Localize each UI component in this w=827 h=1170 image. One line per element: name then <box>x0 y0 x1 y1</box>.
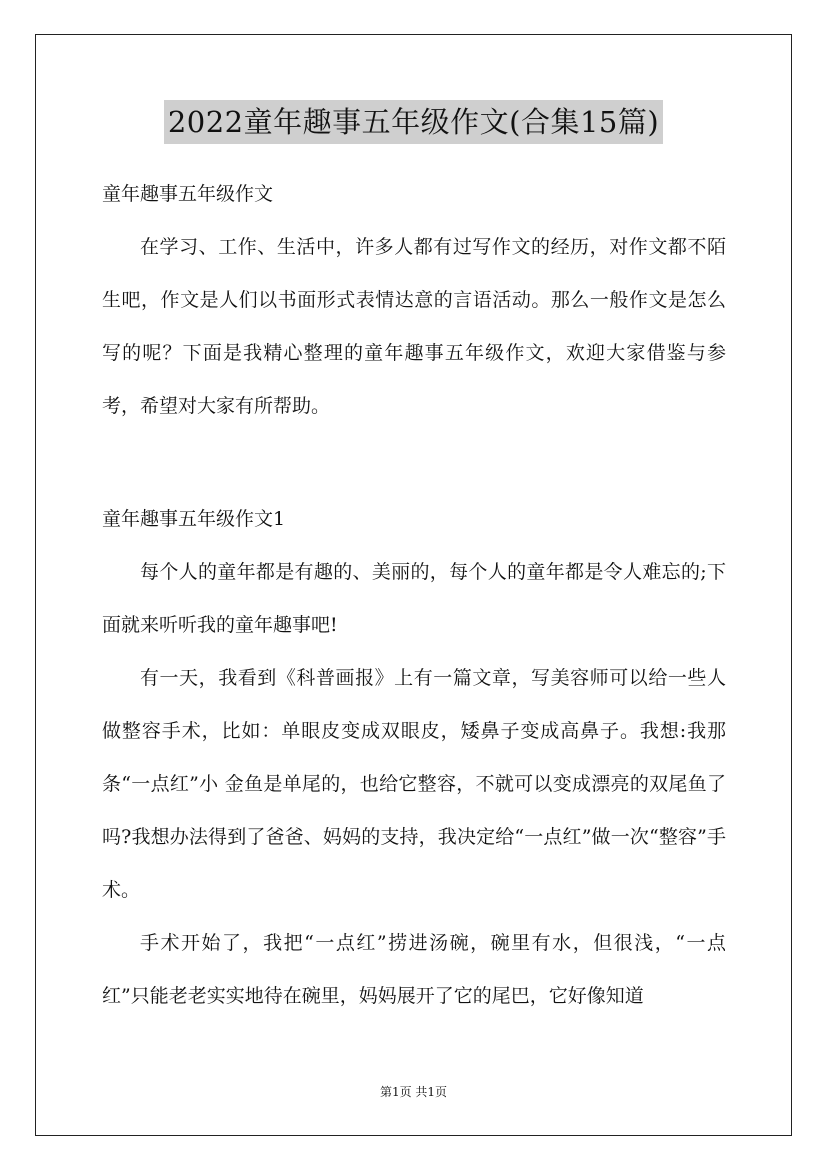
document-title: 2022童年趣事五年级作文(合集15篇) <box>164 100 663 144</box>
title-container <box>0 100 827 144</box>
essay1-heading: 童年趣事五年级作文1 <box>102 508 286 530</box>
intro-heading: 童年趣事五年级作文 <box>102 183 274 205</box>
intro-block <box>102 221 726 433</box>
essay1-paragraph-1: 每个人的童年都是有趣的、美丽的，每个人的童年都是令人难忘的;下面就来听听我的童年趣事吧! <box>102 561 726 636</box>
page-footer: 第1页 共1页 <box>379 1085 448 1099</box>
section-heading <box>102 180 726 208</box>
essay1-paragraph-2: 有一天，我看到《科普画报》上有一篇文章，写美容师可以给一些人做整容手术，比如：单眼皮变成双眼皮，矮鼻子变成高鼻子。我想:我那条“一点红”小 金鱼是单尾的，也给它整容，不就可以变成漂亮的双尾鱼了吗?我想办法得到了爸爸、妈妈的支持，我决定给“一点红”做一次“整容”手术。 <box>102 667 726 901</box>
intro-paragraph: 在学习、工作、生活中，许多人都有过写作文的经历，对作文都不陌生吧，作文是人们以书面形式表情达意的言语活动。那么一般作文是怎么写的呢？下面是我精心整理的童年趣事五年级作文，欢迎大家借鉴与参考，希望对大家有所帮助。 <box>102 236 726 417</box>
essay1-body <box>102 546 726 1023</box>
essay1-paragraph-3: 手术开始了，我把“一点红”捞进汤碗，碗里有水，但很浅，“一点红”只能老老实实地待在碗里，妈妈展开了它的尾巴，它好像知道 <box>102 932 726 1007</box>
essay1-heading-block <box>102 505 726 533</box>
